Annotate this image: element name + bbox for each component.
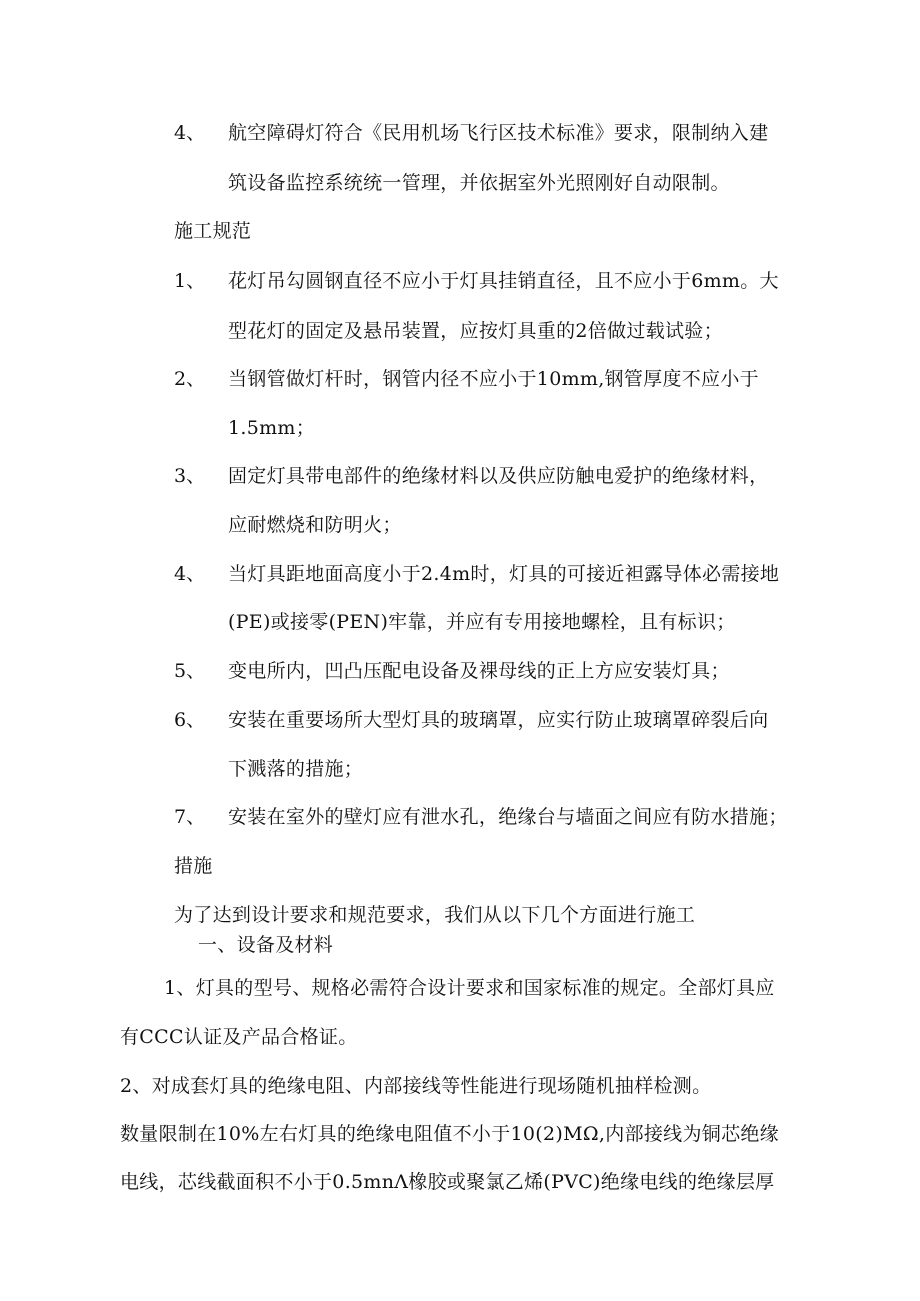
paragraph-text: 数量限制在10%左右灯具的绝缘电阻值不小于10(2)MΩ,内部接线为铜芯绝缘 — [120, 1123, 779, 1145]
list-item-text: (PE)或接零(PEN)牢靠，并应有专用接地螺栓，且有标识； — [228, 611, 736, 633]
section-heading-norms: 施工规范 — [174, 220, 252, 242]
list-item-text: 1.5mm； — [228, 417, 316, 439]
paragraph-text: 2、对成套灯具的绝缘电阻、内部接线等性能进行现场随机抽样检测。 — [120, 1075, 712, 1097]
list-item-text: 当灯具距地面高度小于2.4m时，灯具的可接近袒露导体必需接地 — [228, 563, 780, 585]
list-number: 2、 — [174, 368, 206, 390]
subsection-heading: 一、设备及材料 — [198, 934, 334, 956]
list-item-text: 安装在室外的壁灯应有泄水孔，绝缘台与墙面之间应有防水措施； — [228, 806, 788, 828]
list-item-text: 型花灯的固定及悬吊装置，应按灯具重的2倍做过载试验； — [228, 320, 723, 342]
list-item-text: 当钢管做灯杆时，钢管内径不应小于10mm,钢管厚度不应小于 — [228, 368, 759, 390]
list-number: 3、 — [174, 465, 206, 487]
list-item-text: 筑设备监控系统统一管理，并依据室外光照刚好自动限制。 — [228, 172, 730, 194]
paragraph-text: 1、灯具的型号、规格必需符合设计要求和国家标准的规定。全部灯具应 — [164, 977, 775, 999]
section-heading-measures: 措施 — [174, 855, 213, 877]
list-item-text: 安装在重要场所大型灯具的玻璃罩，应实行防止玻璃罩碎裂后向 — [228, 709, 769, 731]
list-number: 1、 — [174, 270, 206, 292]
list-item-text: 固定灯具带电部件的绝缘材料以及供应防触电爱护的绝缘材料， — [228, 465, 769, 487]
list-item-text: 航空障碍灯符合《民用机场飞行区技术标准》要求，限制纳入建 — [228, 122, 769, 144]
list-number: 7、 — [174, 806, 206, 828]
paragraph-text: 有CCC认证及产品合格证。 — [120, 1026, 358, 1048]
list-number: 5、 — [174, 660, 206, 682]
list-item-text: 变电所内，凹凸压配电设备及裸母线的正上方应安装灯具； — [228, 660, 730, 682]
list-number: 6、 — [174, 709, 206, 731]
list-item-text: 下溅落的措施； — [228, 758, 364, 780]
list-item-text: 花灯吊勾圆钢直径不应小于灯具挂销直径，且不应小于6mm。大 — [228, 270, 779, 292]
list-item-text: 应耐燃烧和防明火； — [228, 514, 402, 536]
list-number: 4、 — [174, 122, 206, 144]
paragraph-text: 电线，芯线截面积不小于0.5mnΛ橡胶或聚氯乙烯(PVC)绝缘电线的绝缘层厚 — [120, 1171, 775, 1193]
list-number: 4、 — [174, 563, 206, 585]
intro-paragraph: 为了达到设计要求和规范要求，我们从以下几个方面进行施工 — [174, 904, 696, 926]
